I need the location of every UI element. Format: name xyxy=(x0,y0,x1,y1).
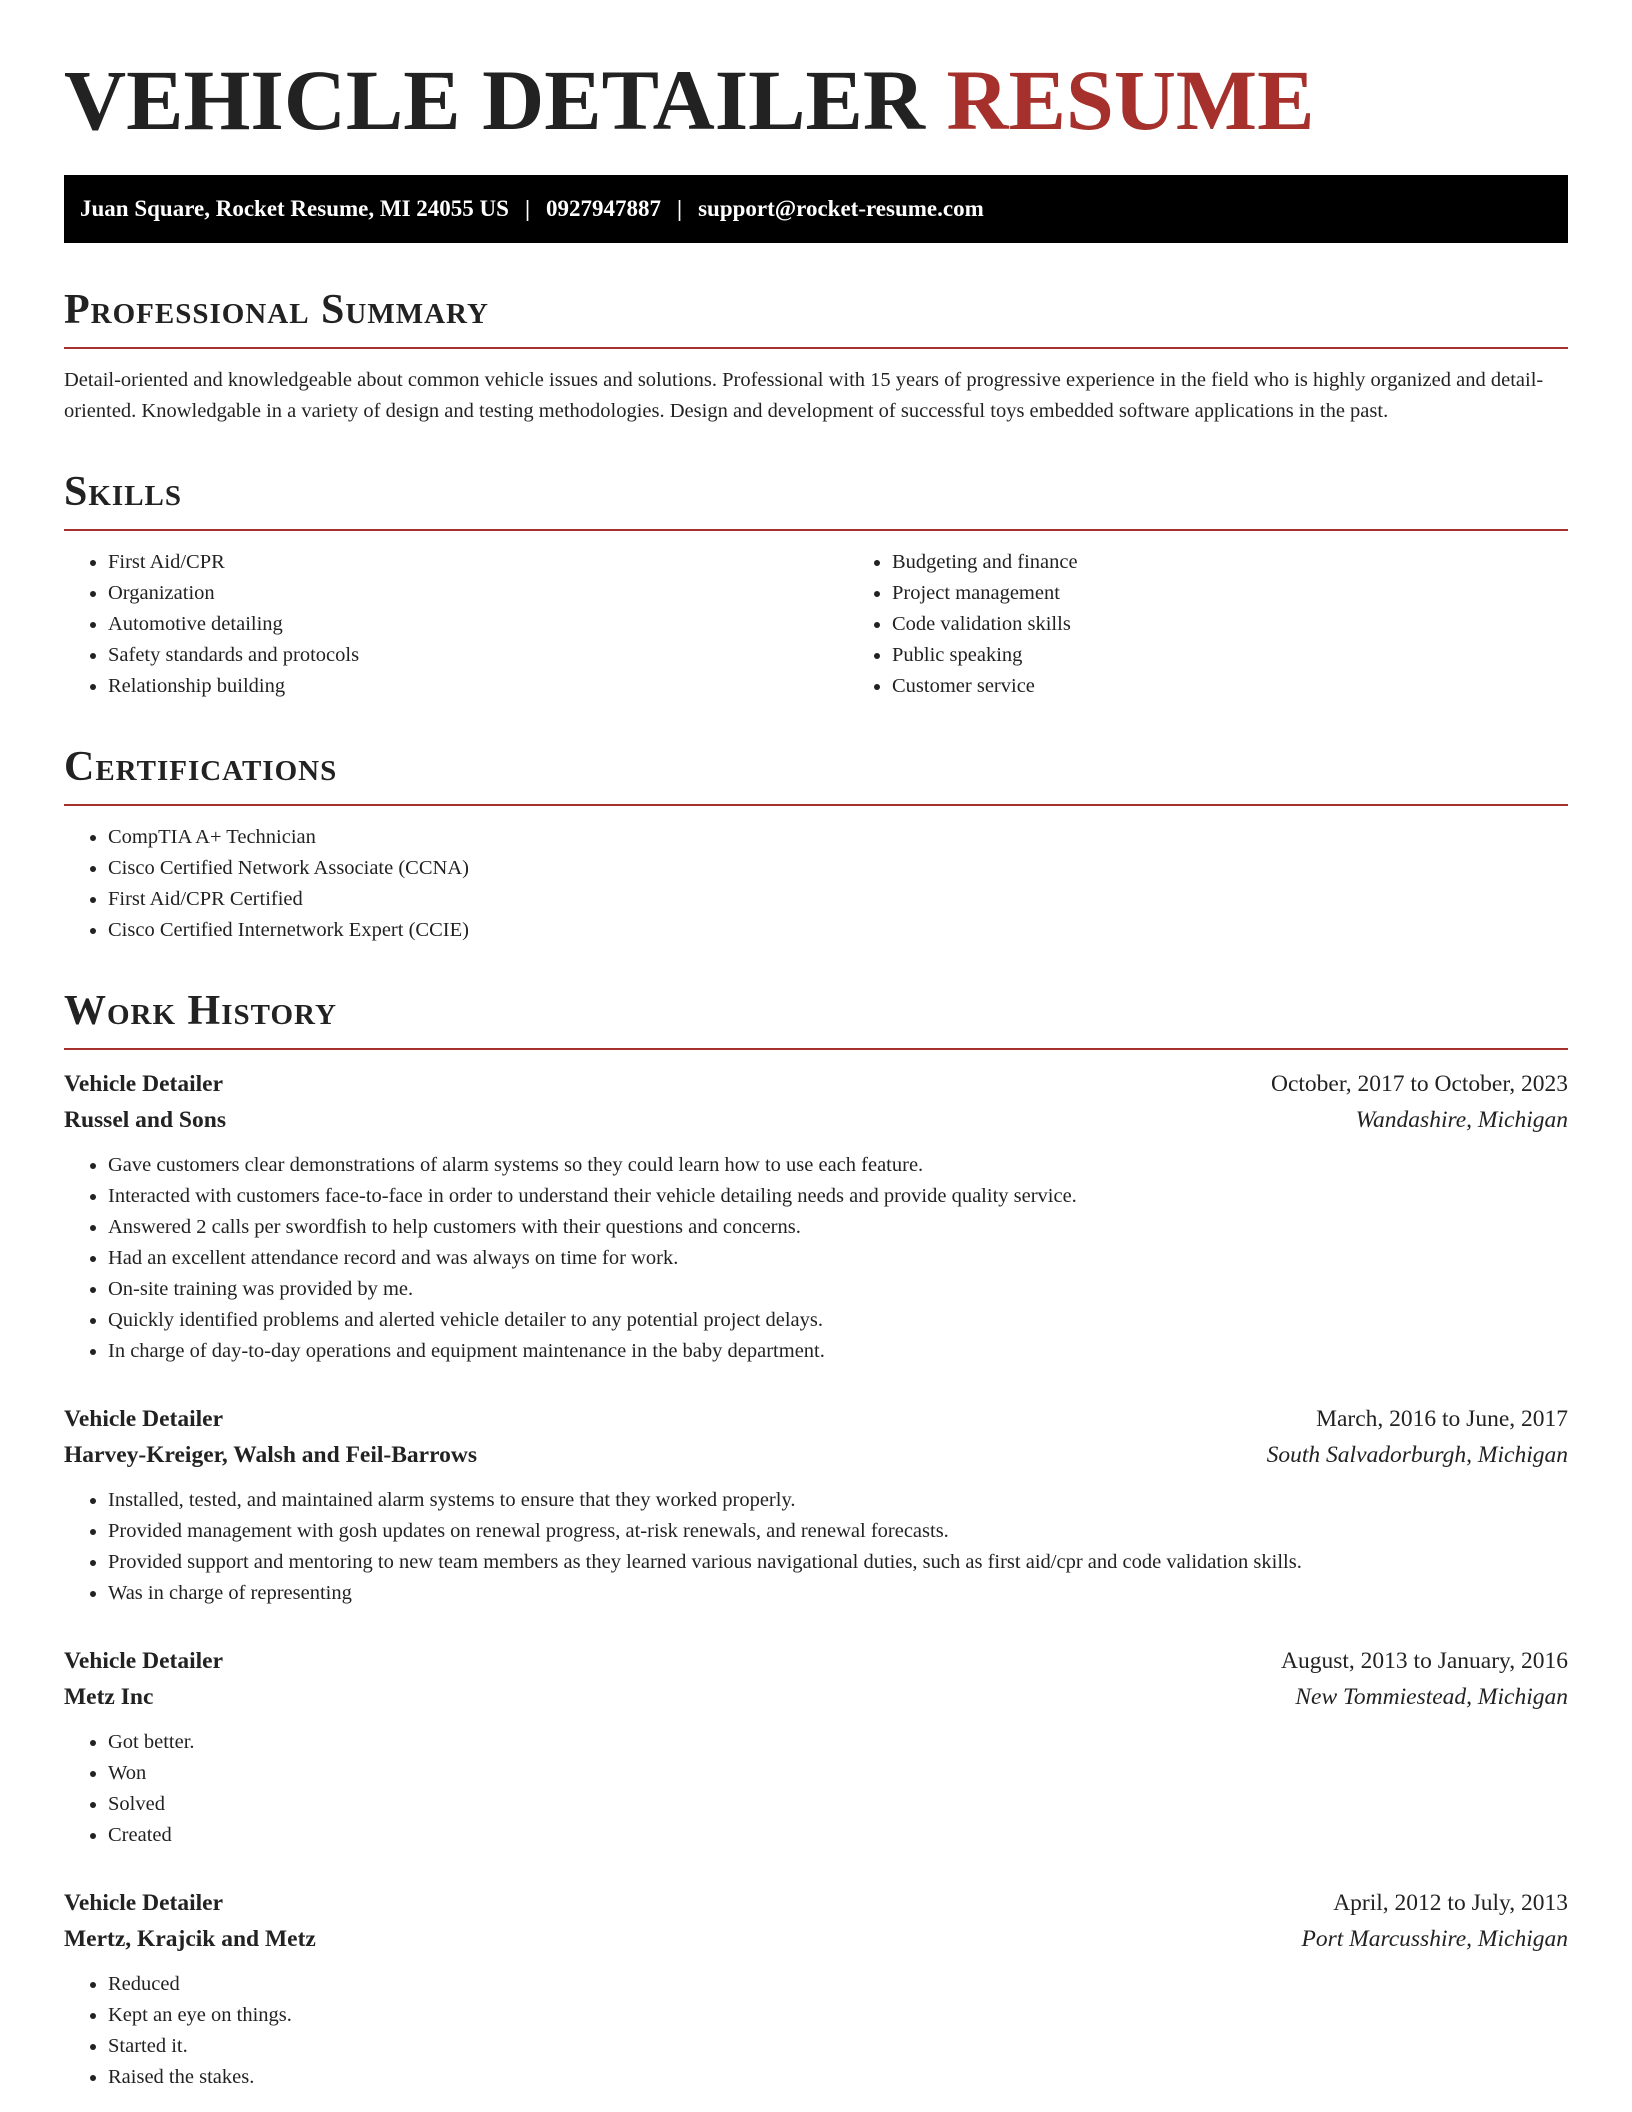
certifications-list xyxy=(64,822,1568,946)
job-dates: August, 2013 to January, 2016 xyxy=(1281,1648,1568,1674)
list-item: • Cisco Certified Internetwork Expert (CCIE) xyxy=(108,915,1568,946)
job-company: Mertz, Krajcik and Metz xyxy=(64,1926,316,1952)
certifications-heading: Certifications xyxy=(64,744,1568,806)
list-item: • Cisco Certified Network Associate (CCNA) xyxy=(108,853,1568,884)
job-company: Metz Inc xyxy=(64,1684,154,1710)
contact-email: support@rocket-resume.com xyxy=(698,196,984,221)
list-item: • Started it. xyxy=(108,2031,1568,2062)
professional-summary-heading: Professional Summary xyxy=(64,287,1568,349)
skills-heading: Skills xyxy=(64,469,1568,531)
work-history-heading: Work History xyxy=(64,988,1568,1050)
contact-separator: | xyxy=(524,196,531,221)
list-item: • Public speaking xyxy=(892,640,1632,671)
list-item: • Raised the stakes. xyxy=(108,2062,1568,2093)
job-duties-list xyxy=(64,1727,1568,1851)
list-item: • Created xyxy=(108,1820,1568,1851)
list-item: • Reduced xyxy=(108,1969,1568,2000)
job-dates: March, 2016 to June, 2017 xyxy=(1316,1406,1568,1432)
list-item: • On-site training was provided by me. xyxy=(108,1274,1568,1305)
work-history-jobs xyxy=(64,1066,1568,2093)
list-item: • Kept an eye on things. xyxy=(108,2000,1568,2031)
job-company: Harvey-Kreiger, Walsh and Feil-Barrows xyxy=(64,1442,477,1468)
list-item: • Automotive detailing xyxy=(108,609,848,640)
skills-columns xyxy=(64,531,1568,702)
work-history-section xyxy=(64,988,1568,2093)
job-duties-list xyxy=(64,1969,1568,2093)
job-company-row xyxy=(64,1921,1568,1957)
list-item: • Provided management with gosh updates on renewal progress, at-risk renewals, and renewal forecasts. xyxy=(108,1516,1568,1547)
list-item: • Code validation skills xyxy=(892,609,1632,640)
job-header-row xyxy=(64,1643,1568,1679)
skills-list-right xyxy=(848,547,1632,702)
job-title: Vehicle Detailer xyxy=(64,1406,224,1432)
list-item: • Provided support and mentoring to new team members as they learned various navigational duties, such as first aid/cpr and code validation skills. xyxy=(108,1547,1568,1578)
list-item: • Won xyxy=(108,1758,1568,1789)
job-header-row xyxy=(64,1401,1568,1437)
list-item: • Customer service xyxy=(892,671,1632,702)
list-item: • First Aid/CPR Certified xyxy=(108,884,1568,915)
job-entry xyxy=(64,1066,1568,1367)
job-entry xyxy=(64,1643,1568,1851)
job-company-row xyxy=(64,1437,1568,1473)
list-item: • Answered 2 calls per swordfish to help customers with their questions and concerns. xyxy=(108,1212,1568,1243)
professional-summary-text: Detail-oriented and knowledgeable about common vehicle issues and solutions. Professional with 15 years of progressive experience in the field who is highly organized and detail-oriented. Knowledgable in a variety of design and testing methodologies. Design and development of successful toys embedded software applications in the past. xyxy=(64,369,1544,422)
job-entry xyxy=(64,1401,1568,1609)
certifications-section xyxy=(64,744,1568,946)
job-header-row xyxy=(64,1885,1568,1921)
list-item: • In charge of day-to-day operations and equipment maintenance in the baby department. xyxy=(108,1336,1568,1367)
list-item: • Budgeting and finance xyxy=(892,547,1632,578)
list-item: • Interacted with customers face-to-face in order to understand their vehicle detailing needs and provide quality service. xyxy=(108,1181,1568,1212)
professional-summary-section xyxy=(64,287,1568,427)
job-duties-list xyxy=(64,1150,1568,1367)
job-company: Russel and Sons xyxy=(64,1107,226,1133)
contact-address: Juan Square, Rocket Resume, MI 24055 US xyxy=(80,196,509,221)
list-item: • Project management xyxy=(892,578,1632,609)
contact-separator: | xyxy=(677,196,683,221)
job-title: Vehicle Detailer xyxy=(64,1071,224,1097)
list-item: • Got better. xyxy=(108,1727,1568,1758)
job-duties-list xyxy=(64,1485,1568,1609)
list-item: • Quickly identified problems and alerted vehicle detailer to any potential project delays. xyxy=(108,1305,1568,1336)
list-item: • Was in charge of representing xyxy=(108,1578,1568,1609)
contact-phone: 0927947887 xyxy=(546,196,662,221)
list-item: • Relationship building xyxy=(108,671,848,702)
job-entry xyxy=(64,1885,1568,2093)
job-title: Vehicle Detailer xyxy=(64,1648,224,1674)
resume-title-main: VEHICLE DETAILER xyxy=(64,52,926,148)
job-company-row xyxy=(64,1679,1568,1715)
job-header-row xyxy=(64,1066,1568,1102)
resume-title-accent: RESUME xyxy=(946,52,1315,148)
contact-bar xyxy=(64,175,1568,243)
list-item: • Safety standards and protocols xyxy=(108,640,848,671)
job-location: Wandashire, Michigan xyxy=(1355,1107,1568,1133)
skills-section xyxy=(64,469,1568,702)
job-location: South Salvadorburgh, Michigan xyxy=(1266,1442,1568,1468)
job-dates: October, 2017 to October, 2023 xyxy=(1270,1071,1568,1097)
list-item: • CompTIA A+ Technician xyxy=(108,822,1568,853)
job-location: Port Marcusshire, Michigan xyxy=(1301,1926,1568,1952)
job-company-row xyxy=(64,1102,1568,1138)
resume-title xyxy=(64,0,1568,148)
list-item: • First Aid/CPR xyxy=(108,547,848,578)
list-item: • Had an excellent attendance record and was always on time for work. xyxy=(108,1243,1568,1274)
list-item: • Organization xyxy=(108,578,848,609)
skills-list-left xyxy=(64,547,848,702)
job-location: New Tommiestead, Michigan xyxy=(1295,1684,1568,1710)
job-dates: April, 2012 to July, 2013 xyxy=(1333,1890,1568,1916)
job-title: Vehicle Detailer xyxy=(64,1890,224,1916)
list-item: • Solved xyxy=(108,1789,1568,1820)
list-item: • Gave customers clear demonstrations of alarm systems so they could learn how to use each feature. xyxy=(108,1150,1568,1181)
list-item: • Installed, tested, and maintained alarm systems to ensure that they worked properly. xyxy=(108,1485,1568,1516)
